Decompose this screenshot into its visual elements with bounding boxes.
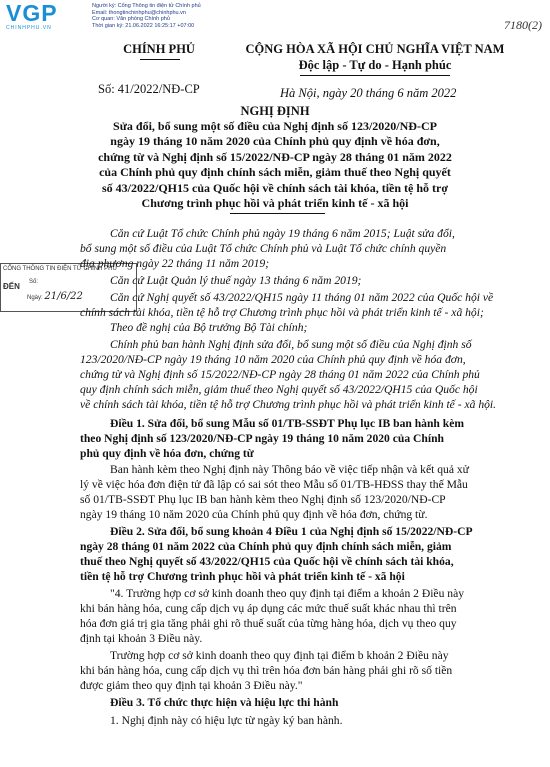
text-line: bổ sung một số điều của Luật Tổ chức Chính phủ và Luật Tổ chức chính quyền [80,242,447,255]
title-line: ngày 19 tháng 10 năm 2020 của Chính phủ quy định về hóa đơn, [110,134,440,149]
text-line: quy định chính sách miễn, giảm thuế theo Nghị quyết số 43/2022/QH15 của Quốc hội [80,383,478,396]
preamble-resolution [80,290,535,320]
stamp-date-value: 21/6/22 [44,291,83,302]
digital-signature [92,3,201,29]
text-line: lý về việc hóa đơn điện tử đã lập có sai sót theo Mẫu số 01/TB-HĐSS thay thế Mẫu [80,478,468,491]
article-2-clause-4-case-b [80,648,535,693]
text-line: hóa đơn giá trị gia tăng phải ghi rõ thuế suất của từng hàng hóa, dịch vụ theo quy [80,617,457,630]
preamble-tax-law: Căn cứ Luật Quản lý thuế ngày 13 tháng 6 năm 2019; [110,274,362,287]
text-line: tiền tệ hỗ trợ Chương trình phục hồi và phát triển kinh tế - xã hội [80,570,405,583]
article-2-clause-4 [80,586,535,646]
text-line: khi bán hàng hóa, cung cấp dịch vụ thì trên hóa đơn bán hàng phải ghi rõ số tiền [80,664,453,677]
document-type: NGHỊ ĐỊNH [240,104,310,118]
text-line: "4. Trường hợp cơ sở kinh doanh theo quy định tại điểm a khoản 2 Điều này [110,587,465,600]
preamble-proposal: Theo đề nghị của Bộ trưởng Bộ Tài chính; [110,321,308,334]
text-line: thuế theo Nghị quyết số 43/2022/QH15 của Quốc hội về chính sách tài khóa, [80,555,454,568]
article-1-body [80,462,535,522]
text-line: Chính phủ ban hành Nghị định sửa đổi, bổ sung một số điều của Nghị định số [110,338,472,351]
title-line: số 43/2022/QH15 của Quốc hội về chính sách tài khóa, tiền tệ hỗ trợ [102,180,448,195]
vgp-logo [6,2,84,36]
document-title [40,119,510,211]
text-line: theo Nghị định số 123/2020/NĐ-CP ngày 19 tháng 10 năm 2020 của Chính [80,432,444,445]
title-underline [230,213,325,214]
text-line: Ban hành kèm theo Nghị định này Thông báo về việc tiếp nhận và kết quả xử [110,463,469,476]
logo-brand: VGP [6,0,58,26]
text-line: chứng từ và Nghị định số 15/2022/NĐ-CP ngày 28 tháng 01 năm 2022 của Chính phủ [80,368,480,381]
text-line: số 01/TB-SSĐT Phụ lục IB ban hành kèm theo Nghị định số 123/2020/NĐ-CP [80,493,446,506]
stamp-number-label: Số: [29,279,39,285]
text-line: địa phương ngày 22 tháng 11 năm 2019; [80,257,270,270]
text-line: chính sách tài khóa, tiền tệ hỗ trợ Chương trình phục hồi và phát triển kinh tế - xã hội; [80,306,484,319]
logo-subtitle: CHINHPHU.VN [6,25,52,31]
text-line: định tại khoản 3 Điều này. [80,632,203,645]
text-line: 123/2020/NĐ-CP ngày 19 tháng 10 năm 2020 của Chính phủ quy định về hóa đơn, [80,353,466,366]
text-line: Căn cứ Luật Tổ chức Chính phủ ngày 19 tháng 6 năm 2015; Luật sửa đổi, [110,227,455,240]
agency-underline [140,59,180,60]
title-line: chứng từ và Nghị định số 15/2022/NĐ-CP ngày 28 tháng 01 năm 2022 [98,149,452,164]
article-3-heading: Điều 3. Tổ chức thực hiện và hiệu lực thi hành [110,696,339,709]
republic-name: CỘNG HÒA XÃ HỘI CHỦ NGHĨA VIỆT NAM [245,42,505,56]
article-3-item-1: 1. Nghị định này có hiệu lực từ ngày ký ban hành. [110,714,343,727]
stamp-office: CỔNG THÔNG TIN ĐIỆN TỬ CHÍNH PHỦ [3,266,117,272]
text-line: được giảm theo quy định tại khoản 3 Điều này." [80,679,303,692]
text-line: ngày 28 tháng 01 năm 2022 của Chính phủ quy định chính sách miễn, giảm [80,540,452,553]
signature-email: Email: thongtinchinhphu@chinhphu.vn [92,9,186,16]
national-motto: Độc lập - Tự do - Hạnh phúc [298,58,452,72]
text-line: về chính sách tài khóa, tiền tệ hỗ trợ Chương trình phục hồi và phát triển kinh tế - xã hội. [80,398,497,411]
stamp-date-label: Ngày: [27,295,43,301]
document-number: Số: 41/2022/NĐ-CP [98,82,200,96]
title-line: Sửa đổi, bổ sung một số điều của Nghị định số 123/2020/NĐ-CP [113,119,437,133]
stamp-date [27,291,83,302]
stamp-den: ĐẾN [3,282,20,291]
place-and-date: Hà Nội, ngày 20 tháng 6 năm 2022 [280,86,457,100]
title-line: của Chính phủ quy định chính sách miễn, giảm thuế theo Nghị quyết [99,165,451,180]
motto-underline [300,75,450,76]
text-line: Điều 2. Sửa đổi, bổ sung khoản 4 Điều 1 của Nghị định số 15/2022/NĐ-CP [110,525,473,538]
text-line: Căn cứ Nghị quyết số 43/2022/QH15 ngày 11 tháng 01 năm 2022 của Quốc hội về [110,291,494,304]
text-line: khi bán hàng hóa, cung cấp dịch vụ áp dụng các mức thuế suất khác nhau thì trên [80,602,457,615]
text-line: ngày 19 tháng 10 năm 2020 của Chính phủ quy định về hóa đơn, chứng từ. [80,508,428,521]
title-line: Chương trình phục hồi và phát triển kinh tế - xã hội [141,196,409,211]
article-1-heading [80,416,535,461]
article-2-heading [80,524,535,584]
text-line: Điều 1. Sửa đổi, bổ sung Mẫu số 01/TB-SSĐT Phụ lục IB ban hành kèm [110,417,465,430]
preamble-law-government [80,226,535,271]
text-line: phủ quy định về hóa đơn, chứng từ [80,447,254,460]
signature-agency: Cơ quan: Văn phòng Chính phủ [92,16,170,22]
issuing-agency: CHÍNH PHỦ [123,42,195,56]
preamble-issuance [80,337,535,412]
signature-time: Thời gian ký: 21.06.2022 16:25:17 +07:00 [92,22,195,29]
signature-signer: Người ký: Cổng Thông tin điện tử Chính phủ [92,3,201,9]
handwritten-number: 7180(2) [504,18,542,32]
text-line: Trường hợp cơ sở kinh doanh theo quy định tại điểm b khoản 2 Điều này [110,649,449,662]
